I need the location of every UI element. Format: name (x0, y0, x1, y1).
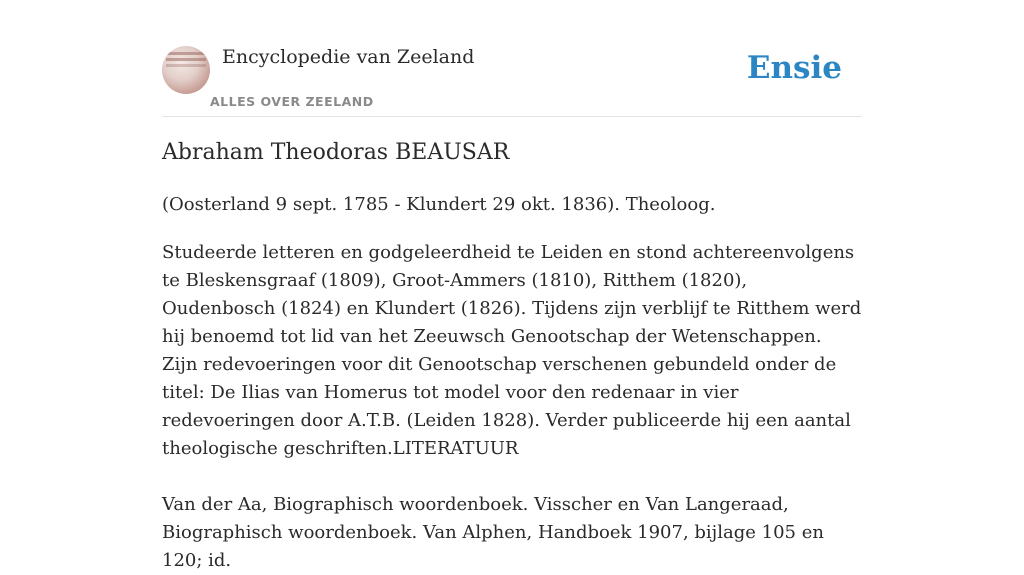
article-body (162, 239, 862, 575)
site-header (162, 0, 862, 117)
site-avatar[interactable] (162, 46, 210, 94)
site-tagline: ALLES OVER ZEELAND (210, 94, 374, 109)
site-name[interactable]: Encyclopedie van Zeeland (222, 46, 475, 68)
page (162, 0, 862, 571)
brand-logo[interactable]: Ensie (746, 50, 842, 86)
article-literature: Van der Aa, Biographisch woordenboek. Visscher en Van Langeraad, Biographisch woordenboek. Van Alphen, Handboek 1907, bijlage 105 en 120; id. (162, 494, 824, 571)
article-paragraph: Studeerde letteren en godgeleerdheid te Leiden en stond achtereenvolgens te Bleskensgraaf (1809), Groot-Ammers (1810), Ritthem (1820), Oudenbosch (1824) en Klundert (1826). Tijdens zijn verblijf te Ritthem werd hij benoemd tot lid van het Zeeuwsch Genootschap der Wetenschappen. Zijn redevoeringen voor dit Genootschap verschenen gebundeld onder de titel: De Ilias van Homerus tot model voor den redenaar in vier redevoeringen door A.T.B. (Leiden 1828). Verder publiceerde hij een aantal theologische geschriften.LITERATUUR (162, 242, 862, 459)
article-title: Abraham Theodoras BEAUSAR (162, 140, 510, 165)
article-dates: (Oosterland 9 sept. 1785 - Klundert 29 okt. 1836). Theoloog. (162, 194, 716, 215)
